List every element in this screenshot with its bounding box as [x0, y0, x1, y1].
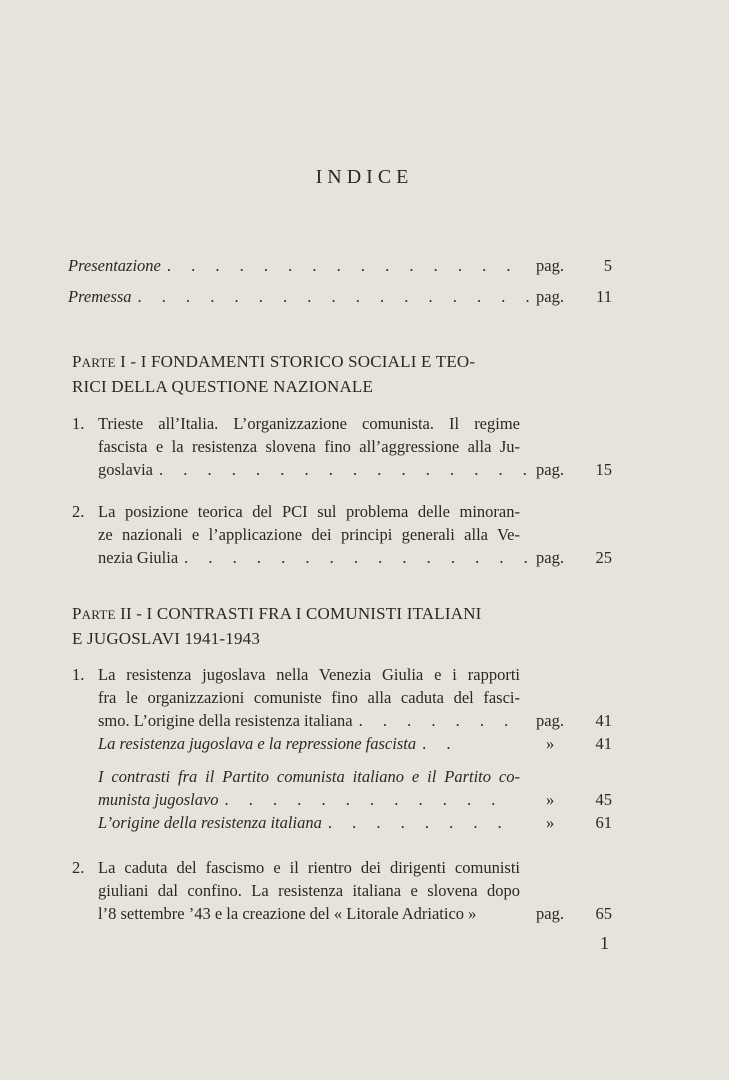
- page-ref: 11: [596, 287, 612, 306]
- chapter-title-line: La resistenza jugoslava nella Venezia Giulia e i rapporti: [98, 665, 520, 684]
- page-ref: 41: [595, 734, 612, 753]
- leader-dots: [219, 788, 502, 811]
- subsection-title: L’origine della resistenza italiana: [98, 813, 322, 832]
- toc-chapter-2-2: [72, 856, 612, 925]
- chapter-number: 1.: [72, 665, 85, 684]
- part-heading-line: II - I CONTRASTI FRA I COMUNISTI ITALIANI: [120, 604, 482, 623]
- chapter-number: 2.: [72, 858, 85, 877]
- toc-chapter-1-2: [72, 500, 612, 569]
- toc-subsection-2: [98, 765, 612, 811]
- leader-dots: [416, 732, 468, 755]
- toc-entry-title: Presentazione: [68, 256, 161, 275]
- leader-dots: [153, 458, 528, 481]
- chapter-title-line: goslavia: [98, 460, 153, 479]
- subsection-title-line: I contrasti fra il Partito comunista italiano e il Partito co-: [98, 767, 520, 786]
- subsection-title: La resistenza jugoslava e la repressione fascista: [98, 734, 417, 753]
- subsection-title-line: munista jugoslavo: [98, 790, 219, 809]
- chapter-title-line: fascista e la resistenza slovena fino all’aggressione alla Ju-: [98, 437, 520, 456]
- ditto-mark: »: [546, 813, 555, 832]
- part-heading-1: [72, 350, 524, 399]
- toc-chapter-1-1: [72, 412, 612, 481]
- chapter-title-line: ze nazionali e l’applicazione dei principi generali alla Ve-: [98, 525, 520, 544]
- pag-label: pag.: [536, 711, 564, 730]
- page-ref: 5: [603, 256, 612, 275]
- leader-dots: [322, 811, 502, 834]
- part-prefix-initial: P: [72, 352, 82, 371]
- toc-entry-title: Premessa: [68, 287, 132, 306]
- page-ref: 15: [595, 460, 612, 479]
- chapter-title-line: fra le organizzazioni comuniste fino alla caduta del fasci-: [98, 688, 520, 707]
- toc-chapter-2-1: [72, 663, 612, 732]
- toc-subsection-1: [98, 732, 612, 755]
- leader-dots: [161, 254, 530, 277]
- chapter-title-line: smo. L’origine della resistenza italiana: [98, 711, 353, 730]
- chapter-title-line: nezia Giulia: [98, 548, 179, 567]
- page-ref: 65: [595, 904, 612, 923]
- leader-dots: [132, 285, 530, 308]
- ditto-mark: »: [546, 790, 555, 809]
- chapter-title-line: l’8 settembre ’43 e la creazione del « Litorale Adriatico »: [98, 904, 477, 923]
- page-ref: 25: [595, 548, 612, 567]
- page-ref: 61: [595, 813, 612, 832]
- page-title: INDICE: [315, 166, 414, 188]
- chapter-title-line: La posizione teorica del PCI sul problema delle minoran-: [98, 502, 520, 521]
- chapter-title-line: La caduta del fascismo e il rientro dei dirigenti comunisti: [98, 858, 520, 877]
- page-number: 1: [600, 933, 609, 953]
- part-heading-line: E JUGOSLAVI 1941-1943: [72, 629, 261, 648]
- chapter-number: 2.: [72, 502, 85, 521]
- pag-label: pag.: [536, 460, 564, 479]
- pag-label: pag.: [536, 256, 564, 275]
- ditto-mark: »: [546, 734, 555, 753]
- leader-dots: [353, 709, 528, 732]
- chapter-number: 1.: [72, 414, 85, 433]
- chapter-title-line: Trieste all’Italia. L’organizzazione comunista. Il regime: [98, 414, 520, 433]
- leader-dots: [178, 546, 528, 569]
- toc-subsection-3: [98, 811, 612, 834]
- page-ref: 41: [595, 711, 612, 730]
- toc-entry-presentazione: [68, 254, 612, 277]
- part-prefix-rest: ARTE: [81, 607, 116, 622]
- chapter-title-line: giuliani dal confino. La resistenza italiana e slovena dopo: [98, 881, 520, 900]
- page-ref: 45: [595, 790, 612, 809]
- part-heading-line: I - I FONDAMENTI STORICO SOCIALI E TEO-: [120, 352, 476, 371]
- pag-label: pag.: [536, 287, 564, 306]
- part-prefix-rest: ARTE: [81, 355, 116, 370]
- pag-label: pag.: [536, 904, 564, 923]
- part-prefix-initial: P: [72, 604, 82, 623]
- pag-label: pag.: [536, 548, 564, 567]
- part-heading-line: RICI DELLA QUESTIONE NAZIONALE: [72, 377, 374, 396]
- part-heading-2: [72, 602, 524, 651]
- toc-entry-premessa: [68, 285, 612, 308]
